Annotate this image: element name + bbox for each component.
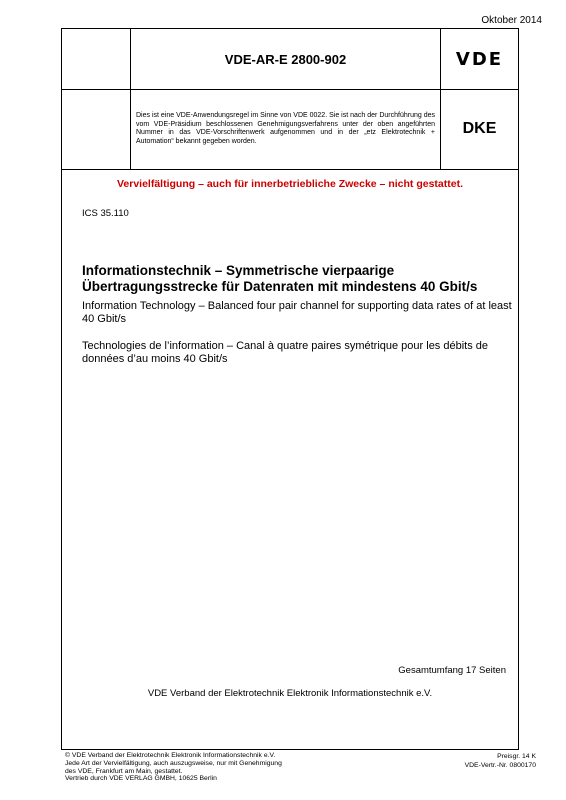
standard-number: VDE-AR-E 2800-902: [224, 51, 347, 67]
ics-code: ICS 35.110: [82, 208, 129, 219]
header-title-cell: [130, 29, 441, 89]
distribution-line: Vertrieb durch VDE VERLAG GMBH, 10625 Berlin: [65, 775, 217, 783]
association-name: VDE Verband der Elektrotechnik Elektronik Informationstechnik e.V.: [147, 688, 433, 699]
header-row-title: [62, 29, 518, 90]
vde-logo-cell: [440, 29, 518, 89]
dke-logo-cell: [440, 89, 518, 169]
copy-warning: Vervielfältigung – auch für innerbetriebliche Zwecke – nicht gestattet.: [116, 178, 463, 190]
header-left-cell: [62, 29, 131, 89]
footer-pricing: [465, 752, 536, 770]
order-number: VDE-Vertr.-Nr. 0800170: [464, 762, 536, 769]
copyright-line-3: des VDE, Frankfurt am Main, gestattet.: [65, 767, 183, 775]
copyright-line-1: © VDE Verband der Elektrotechnik Elektronik Informationstechnik e.V.: [65, 752, 276, 759]
total-pages: Gesamtumfang 17 Seiten: [398, 665, 506, 676]
publication-date: Oktober 2014: [481, 15, 542, 26]
header-left-cell-2: [62, 89, 131, 169]
header-row-notice: [62, 89, 518, 170]
copyright-line-2: Jede Art der Vervielfältigung, auch auszugsweise, nur mit Genehmigung: [65, 759, 282, 767]
title-german: Informationstechnik – Symmetrische vierpaarige Übertragungsstrecke für Datenraten mit mindestens 40 Gbit/s: [82, 263, 478, 294]
document-frame: [61, 28, 519, 750]
approval-notice: Dies ist eine VDE-Anwendungsregel im Sinne von VDE 0022. Sie ist nach der Durchführung des vom VDE-Präsidium beschlossenen Genehmigungsverfahrens unter der oben angeführten Nummer in das VDE-Vorschriftenwerk aufgenommen und in der „etz Elektrotechnik + Automation“ bekannt gegeben worden.: [136, 112, 435, 145]
price-group: Preisgr. 14 K: [497, 753, 536, 760]
notice-cell: [130, 89, 441, 169]
dke-logo: DKE: [462, 120, 497, 137]
footer-copyright: [65, 752, 305, 783]
title-french: Technologies de l’information – Canal à quatre paires symétrique pour les débits de données d’au moins 40 Gbit/s: [82, 340, 489, 365]
title-english: Information Technology – Balanced four pair channel for supporting data rates of at least 40 Gbit/s: [82, 300, 512, 325]
vde-logo: VDE: [455, 48, 504, 70]
